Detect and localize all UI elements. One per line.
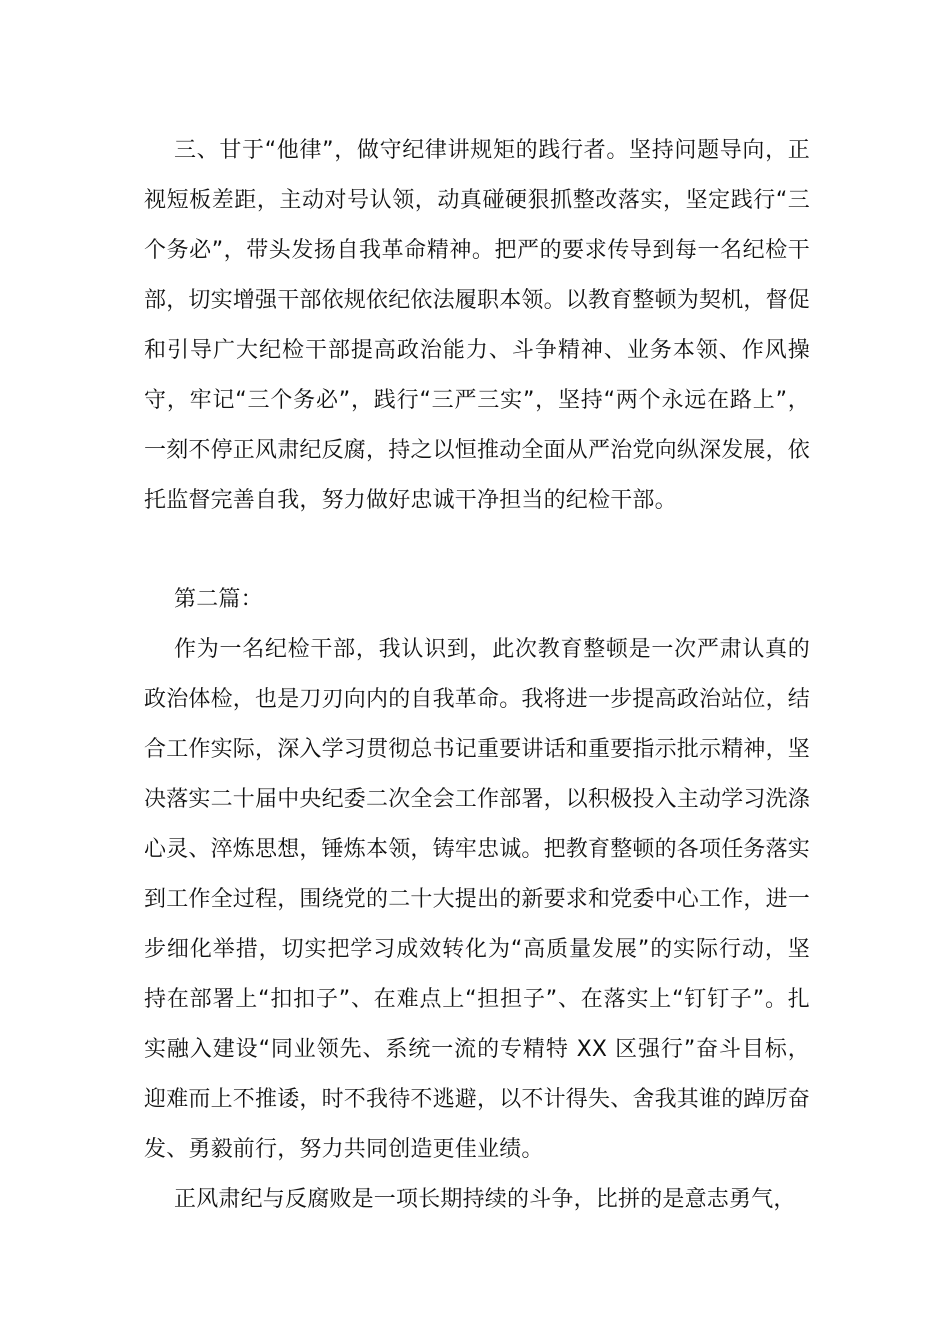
paragraph-1: 三、甘于“他律”，做守纪律讲规矩的践行者。坚持问题导向，正视短板差距，主动对号认领，动真碰硬狠抓整改落实，坚定践行“三个务必”，带头发扬自我革命精神。把严的要求传导到每一名纪检干部，切实增强干部依规依纪依法履职本领。以教育整顿为契机，督促和引导广大纪检干部提高政治能力、斗争精神、业务本领、作风操守，牢记“三个务必”，践行“三严三实”，坚持“两个永远在路上”，一刻不停正风肃纪反腐，持之以恒推动全面从严治党向纵深发展，依托监督完善自我，努力做好忠诚干净担当的纪检干部。 [144, 138, 811, 513]
section-heading: 第二篇： [174, 587, 263, 612]
paragraph-2: 作为一名纪检干部，我认识到，此次教育整顿是一次严肃认真的政治体检，也是刀刃向内的自我革命。我将进一步提高政治站位，结合工作实际，深入学习贯彻总书记重要讲话和重要指示批示精神，坚决落实二十届中央纪委二次全会工作部署，以积极投入主动学习洗涤心灵、淬炼思想，锤炼本领，铸牢忠诚。把教育整顿的各项任务落实到工作全过程，围绕党的二十大提出的新要求和党委中心工作，进一步细化举措，切实把学习成效转化为“高质量发展”的实际行动，坚持在部署上“扣扣子”、在难点上“担担子”、在落实上“钉钉子”。扎实融入建设“同业领先、系统一流的专精特 XX 区强行”奋斗目标，迎难而上不推诿，时不我待不逃避，以不计得失、舍我其谁的踔厉奋发、勇毅前行，努力共同创造更佳业绩。 [144, 637, 811, 1162]
document-body-part-1 [144, 126, 810, 526]
paragraph-3: 正风肃纪与反腐败是一项长期持续的斗争，比拼的是意志勇气， [174, 1187, 796, 1212]
document-body-part-2 [144, 575, 810, 1225]
